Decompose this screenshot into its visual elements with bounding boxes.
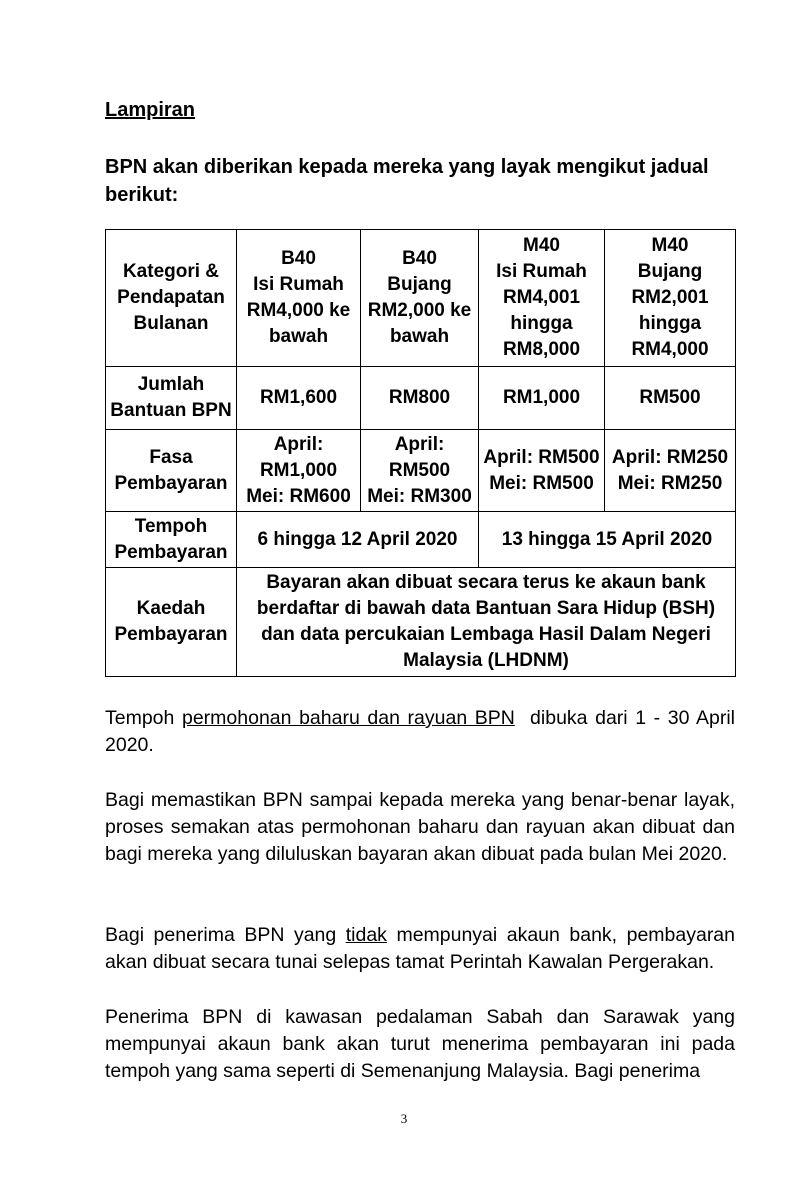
paragraph-semakan: Bagi memastikan BPN sampai kepada mereka yang benar-benar layak, proses semakan atas permohonan baharu dan rayuan akan dibuat dan bagi mereka yang diluluskan bayaran akan dibuat pada bulan Mei 2020. — [105, 789, 735, 865]
header-m40-isi-rumah: M40 Isi Rumah RM4,001 hingga RM8,000 — [479, 230, 605, 367]
row-label-jumlah: Jumlah Bantuan BPN — [106, 367, 237, 430]
paragraph-tempoh-permohonan — [105, 705, 741, 759]
cell-tempoh-b40: 6 hingga 12 April 2020 — [237, 512, 479, 568]
page-number: 3 — [400, 1111, 408, 1126]
para1-text-end: dibuka dari 1 - 30 April 2020. — [105, 707, 741, 756]
table-row-jumlah — [106, 367, 736, 430]
paragraph-tunai — [105, 922, 735, 976]
row-label-tempoh: Tempoh Pembayaran — [106, 512, 237, 568]
header-b40-isi-rumah: B40 Isi Rumah RM4,000 ke bawah — [237, 230, 361, 367]
cell-fasa-b40-isi-rumah: April: RM1,000 Mei: RM600 — [237, 430, 361, 512]
table-row-fasa — [106, 430, 736, 512]
para1-text-start: Tempoh — [105, 707, 182, 729]
cell-fasa-m40-isi-rumah: April: RM500 Mei: RM500 — [479, 430, 605, 512]
lampiran-heading: Lampiran — [105, 99, 196, 121]
bpn-table — [105, 229, 736, 677]
para3-text-end: mempunyai akaun bank, pembayaran akan dibuat secara tunai selepas tamat Perintah Kawalan Pergerakan. — [105, 924, 735, 973]
cell-fasa-m40-bujang: April: RM250 Mei: RM250 — [605, 430, 736, 512]
header-m40-bujang: M40 Bujang RM2,001 hingga RM4,000 — [605, 230, 736, 367]
cell-jumlah-m40-bujang: RM500 — [605, 367, 736, 430]
header-b40-bujang: B40 Bujang RM2,000 ke bawah — [361, 230, 479, 367]
cell-jumlah-b40-bujang: RM800 — [361, 367, 479, 430]
table-header-row — [106, 230, 736, 367]
cell-fasa-b40-bujang: April: RM500 Mei: RM300 — [361, 430, 479, 512]
table-row-kaedah — [106, 568, 736, 677]
cell-tempoh-m40: 13 hingga 15 April 2020 — [479, 512, 736, 568]
para3-underlined-text: tidak — [345, 924, 387, 946]
table-row-tempoh — [106, 512, 736, 568]
para3-text-start: Bagi penerima BPN yang — [105, 924, 346, 946]
paragraph-sabah-sarawak: Penerima BPN di kawasan pedalaman Sabah dan Sarawak yang mempunyai akaun bank akan turut menerima pembayaran ini pada tempoh yang sama seperti di Semenanjung Malaysia. Bagi penerima — [105, 1006, 735, 1082]
cell-kaedah: Bayaran akan dibuat secara terus ke akaun bank berdaftar di bawah data Bantuan Sara Hidup (BSH) dan data percukaian Lembaga Hasil Dalam Negeri Malaysia (LHDNM) — [237, 568, 736, 677]
row-label-kaedah: Kaedah Pembayaran — [106, 568, 237, 677]
cell-jumlah-m40-isi-rumah: RM1,000 — [479, 367, 605, 430]
para1-underlined-text: permohonan baharu dan rayuan BPN — [181, 707, 515, 729]
row-label-fasa: Fasa Pembayaran — [106, 430, 237, 512]
header-kategori: Kategori & Pendapatan Bulanan — [106, 230, 237, 367]
intro-text: BPN akan diberikan kepada mereka yang layak mengikut jadual berikut: — [105, 156, 709, 206]
cell-jumlah-b40-isi-rumah: RM1,600 — [237, 367, 361, 430]
